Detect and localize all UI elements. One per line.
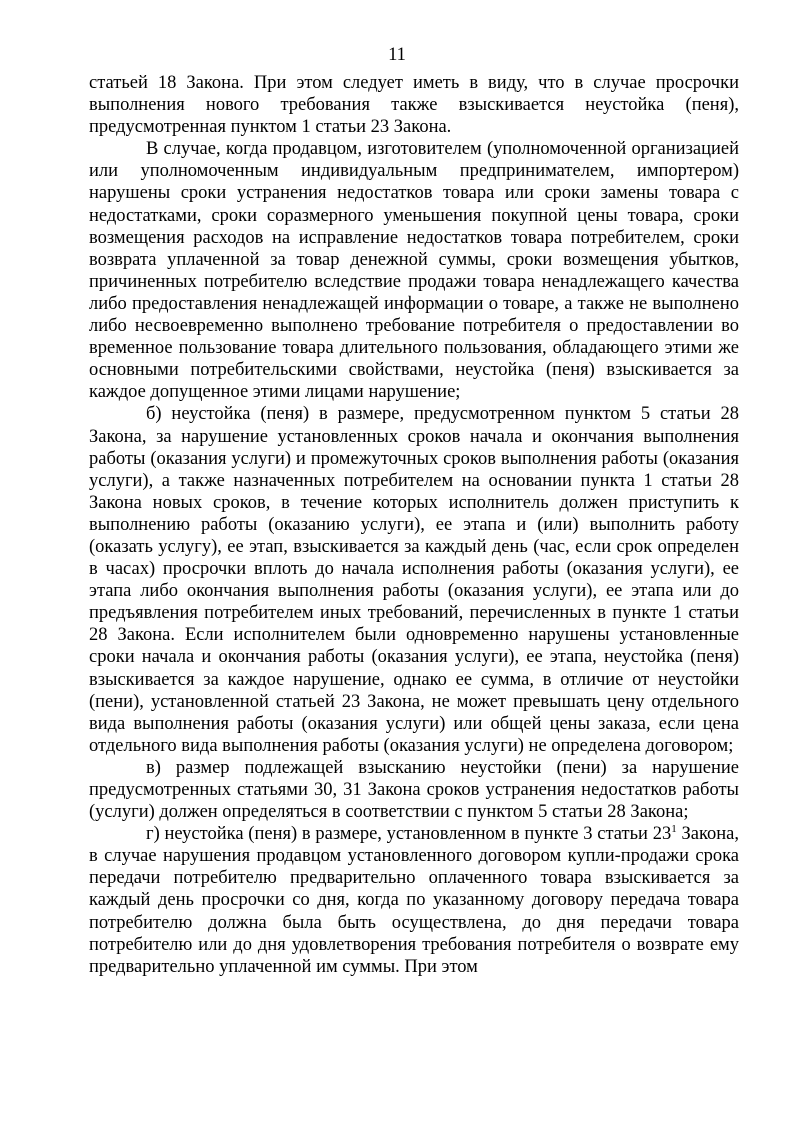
paragraph-item-g-text-start: г) неустойка (пеня) в размере, установленном в пункте 3 статьи 23 — [146, 824, 672, 845]
paragraph-item-g — [89, 823, 739, 978]
paragraph-item-g-text-end: Закона, в случае нарушения продавцом установленного договором купли-продажи срока передачи потребителю предварительно оплаченного товара взыскивается за каждый день просрочки со дня, когда по указанному договору передача товара потребителю должна была быть осуществлена, до дня передачи товара потребителю или до дня удовлетворения требования потребителя о возврате ему предварительно уплаченной им суммы. При этом — [89, 824, 739, 977]
article-superscript: 1 — [671, 823, 677, 836]
paragraph-item-b: б) неустойка (пеня) в размере, предусмотренном пунктом 5 статьи 28 Закона, за нарушение установленных сроков начала и окончания выполнения работы (оказания услуги) и промежуточных сроков выполнения работы (оказания услуги), а также назначенных потребителем на основании пункта 1 статьи 28 Закона новых сроков, в течение которых исполнитель должен приступить к выполнению работы (оказанию услуги), ее этапа и (или) выполнить работу (оказать услугу), ее этап, взыскивается за каждый день (час, если срок определен в часах) просрочки вплоть до начала исполнения работы (оказания услуги), ее этапа либо окончания выполнения работы (оказания услуги), ее этапа или до предъявления потребителем иных требований, перечисленных в пункте 1 статьи 28 Закона. Если исполнителем были одновременно нарушены установленные сроки начала и окончания работы (оказания услуги), ее этапа, неустойка (пеня) взыскивается за каждое нарушение, однако ее сумма, в отличие от неустойки (пени), установленной статьей 23 Закона, не может превышать цену отдельного вида выполнения работы (оказания услуги) или общей цены заказа, если цена отдельного вида выполнения работы (оказания услуги) не определена договором; — [89, 404, 739, 756]
paragraph-seller-violations: В случае, когда продавцом, изготовителем (уполномоченной организацией или уполномоченным индивидуальным предпринимателем, импортером) нарушены сроки устранения недостатков товара или сроки замены товара с недостатками, сроки соразмерного уменьшения покупной цены товара, сроки возмещения расходов на исправление недостатков товара потребителем, сроки возврата уплаченной за товар денежной суммы, сроки возмещения убытков, причиненных потребителю вследствие продажи товара ненадлежащего качества либо предоставления ненадлежащей информации о товаре, а также не выполнено либо несвоевременно выполнено требование потребителя о предоставлении во временное пользование товара длительного пользования, обладающего этими же основными потребительскими свойствами, неустойка (пеня) взыскивается за каждое допущенное этими лицами нарушение; — [89, 139, 739, 403]
paragraph-item-v: в) размер подлежащей взысканию неустойки (пени) за нарушение предусмотренных статьями 30, 31 Закона сроков устранения недостатков работы (услуги) должен определяться в соответствии с пунктом 5 статьи 28 Закона; — [89, 757, 739, 823]
document-body — [89, 72, 739, 978]
page-number: 11 — [388, 45, 406, 65]
paragraph-continuation: статьей 18 Закона. При этом следует иметь в виду, что в случае просрочки выполнения нового требования также взыскивается неустойка (пеня), предусмотренная пунктом 1 статьи 23 Закона. — [89, 73, 739, 138]
